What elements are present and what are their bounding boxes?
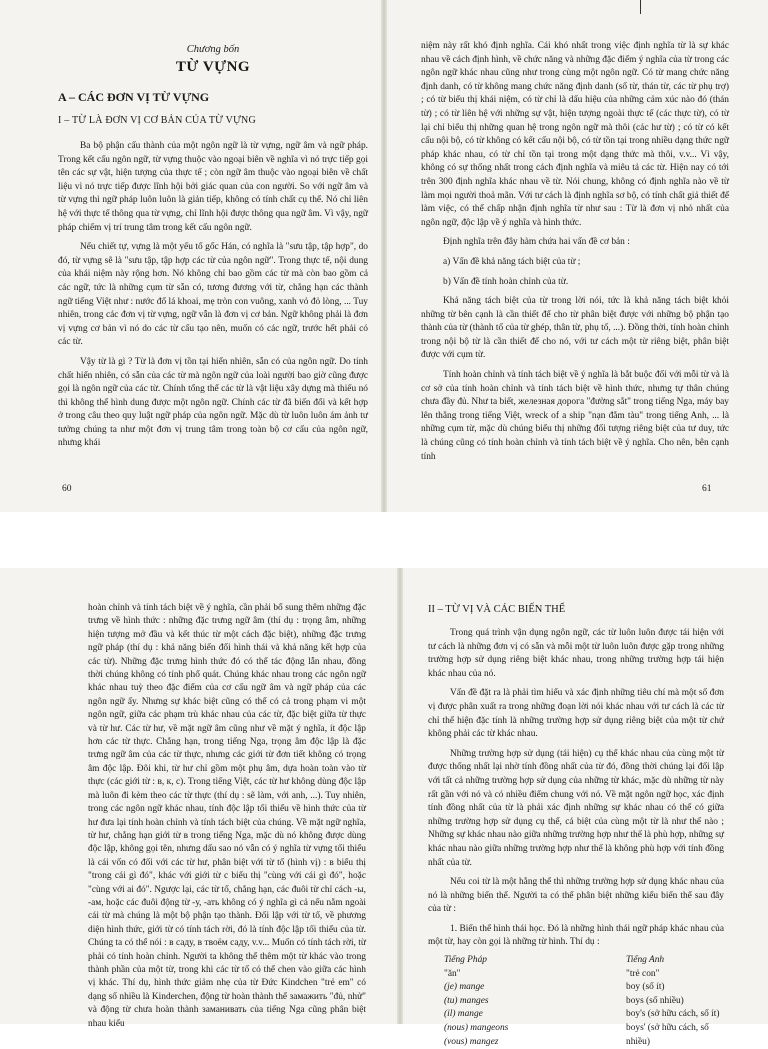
paragraph: niệm này rất khó định nghĩa. Cái khó nhất trong việc định nghĩa từ là sự khác nhau về cách định hình, về chức năng và những đặc điểm ý nghĩa của từ trong các ngôn ngữ khác nhau cũng như trong cùng một ngôn ngữ. Có từ mang chức năng định danh, có từ không mang chức năng định danh (số từ, thán từ, các từ phụ trợ) ; có từ biểu thị khái niệm, có từ chỉ là dấu hiệu của những cảm xúc nào đó (thán từ) ; có từ liên hệ với những sự vật, hiện tượng ngoài thực tế (các thực từ), có từ lại chỉ biểu thị những quan hệ trong ngôn ngữ mà thôi (các hư từ) ; có từ có kết cấu nội bộ, có từ không có kết cấu nội bộ, có từ tồn tại trong nhiều dạng thức ngữ pháp khác nhau, có từ chỉ tồn tại trong một dạng thức mà thôi, v.v... Vì vậy, không có sự thống nhất trong cách định nghĩa và miêu tả các từ. Hiện nay có tới trên 300 định nghĩa khác nhau về từ. Nói chung, không có định nghĩa nào về từ làm mọi người thoả mãn. Với tư cách là định nghĩa sơ bộ, có tính chất giả thiết để làm việc, có thể chấp nhận định nghĩa từ như sau : Từ là đơn vị nhỏ nhất của ngôn ngữ, độc lập về ý nghĩa và hình thức. xyxy=(421,41,729,228)
page-number: 61 xyxy=(702,484,712,494)
paragraph: Những trường hợp sử dụng (tái hiện) cụ thể khác nhau của cùng một từ được thống nhất lại nhờ tính đồng nhất của từ đó, đồng thời chúng lại đối lập với tất cả những trường hợp sử dụng của những từ khác, mặc dù những từ này rất gần với nó và có nhiều điểm chung với nó. Về mặt ngôn ngữ học, xác định tính đồng nhất của từ là phải xác định những sự khác nhau có thể có giữa những trường hợp sử dụng cụ thể, cá biệt của cùng một từ là như thế nào ; Những sự khác nhau nào giữa những trường hợp như thế là phù hợp, những sự khác nhau nào giữa những trường hợp như thế là không phù hợp với tính đồng nhất của từ. xyxy=(428,748,724,868)
table-cell: (nous) mangeons xyxy=(444,1023,509,1034)
section-heading-a: A – CÁC ĐƠN VỊ TỪ VỰNG xyxy=(58,90,210,104)
table-cell: (tu) manges xyxy=(444,995,489,1006)
book-gutter xyxy=(381,0,387,512)
paragraph: hoàn chỉnh và tính tách biệt về ý nghĩa, cần phải bổ sung thêm những đặc trưng về hình thức : những đặc trưng ngữ âm (thí dụ : trọng âm, những hiện tượng mở đầu và kết thúc từ một cách đặc biệt), những đặc trưng ngữ pháp (thí dụ : khả năng biến đổi hình thái và khả năng kết hợp của các từ). Những đặc trưng hình thức đó có thể tác động lẫn nhau, đồng thời chúng không có tính phổ quát. Chúng khác nhau trong các ngôn ngữ khác nhau tuỳ theo đặc điểm của cơ cấu ngữ âm và ngữ pháp của các ngôn ngữ ấy. Nhưng sự khác biệt cũng có thể có cả trong phạm vi một ngôn ngữ, giữa các phạm trù khác nhau của các từ, đặc biệt giữa từ thực và từ hư. Các từ hư, về mặt ngữ âm cũng như về mặt ý nghĩa, ít độc lập hơn các từ thực. Chẳng hạn, trong tiếng Nga, trọng âm độc lập là đặc trưng ngữ âm của các từ thực, nhưng các giới từ đơn tiết không có trọng âm độc lập. Đôi khi, từ hư chỉ gồm một phụ âm, dựa hoàn toàn vào từ thực (các giới từ : в, к, с). Trong tiếng Việt, các từ hư không dùng độc lập mà luôn đi kèm theo các từ thực (thí dụ : sẽ làm, với anh, ...). Tuy nhiên, trong các ngôn ngữ khác nhau, tính độc lập tối thiểu về hình thức của từ hư đưa lại tính hoàn chỉnh và tính tách biệt của chúng. Về mặt ngữ nghĩa, từ hư, chẳng hạn giới từ в trong tiếng Nga, mặc dù nó không được dùng độc lập, không gọi tên, nhưng dấu sao nó vẫn có ý nghĩa từ vựng tối thiểu là cái vốn có đối với các từ hư, phân biệt với từ tố (hình vị) : в biểu thị "trong cái gì đó", khác với giới từ с biểu thị "cùng với cái gì đó", hoặc "cùng với ai đó". Ngược lại, các từ tố, chẳng hạn, các đuôi từ chỉ cách -ы, -ам, hoặc các đuôi động từ -у, -ать không có ý nghĩa gì cả nếu nằm ngoài cái từ mà chúng là một bộ phận tạo thành. Đối lập với từ tố, về phương diện hình thức, giới từ có tính tách rời, đó là tính độc lập tối thiểu của từ. Chúng ta có thể nói : в саду, в твоём саду, v.v... Muốn có tính tách rời, từ phải có tính hoàn chỉnh. Người ta không thể thêm một từ khác vào trong thành phần của một từ, trong khi các từ tố có thể chen vào giữa các hình vị khác. Thí dụ, hình thức giảm nhẹ của từ Đức Kindchen "trẻ em" có dạng số nhiều là Kinderchen, động từ hoàn thành thể замажить "đủ, nhử" và động từ chưa hoàn thành заманивать của tiếng Nga cũng phân biệt nhau kiểu xyxy=(88,603,366,1029)
table-column-english xyxy=(576,954,724,1049)
table-cell: (vous) mangez xyxy=(444,1036,499,1047)
paragraph: Nếu chiết tự, vựng là một yếu tố gốc Hán, có nghĩa là "sưu tập, tập hợp", do đó, từ vựng sẽ là "sưu tập, tập hợp các từ của ngôn ngữ". Trong thực tế, nội dung của khái niệm này rộng hơn. Nó không chỉ bao gồm các từ mà còn bao gồm cả các ngữ, tức là những cụm từ sẵn có, tương đương với từ, chẳng hạn các thành ngữ tiếng Việt như : nước đổ lá khoai, mẹ tròn con vuông, xanh vỏ đỏ lòng, ... Tuy nhiên, trong các đơn vị từ vựng, ngữ vẫn là đơn vị cơ bản. Ngữ không phải là đơn vị vựng cơ bản vì nó do các từ cấu tạo nên, muốn có các ngữ, trước hết phải có các từ. xyxy=(58,242,368,348)
table-column-french xyxy=(428,954,576,1049)
section-heading-ii: II – TỪ VỊ VÀ CÁC BIẾN THỂ xyxy=(428,604,566,615)
example-table xyxy=(428,954,724,1049)
table-header: Tiếng Anh xyxy=(626,955,665,966)
book-spread-pages-62-63 xyxy=(0,568,768,1047)
book-gutter xyxy=(397,568,403,1024)
list-item: b) Vấn đề tính hoàn chỉnh của từ. xyxy=(443,276,569,287)
chapter-label: Chương bốn xyxy=(186,44,240,55)
section-heading-i: I – TỪ LÀ ĐƠN VỊ CƠ BẢN CỦA TỪ VỰNG xyxy=(58,115,256,126)
page-60 xyxy=(58,0,368,512)
paragraph: Nếu coi từ là một hằng thể thì những trường hợp sử dụng khác nhau của nó là những biến thể. Người ta có thể phân biệt những kiểu biến thể sau đây của từ : xyxy=(428,877,724,915)
book-spread-pages-60-61 xyxy=(0,0,768,512)
page-number: 60 xyxy=(62,484,72,494)
table-cell: (je) mange xyxy=(444,982,485,993)
paragraph: Trong quá trình vận dụng ngôn ngữ, các từ luôn luôn được tái hiện với tư cách là những đơn vị có sẵn và mỗi một từ luôn luôn được gặp trong những trường hợp sử dụng riêng biệt khác nhau, trong những trường hợp tái hiện khác nhau của nó. xyxy=(428,628,724,679)
table-cell: boy (số ít) xyxy=(626,982,665,993)
table-cell: boys (số nhiều) xyxy=(626,995,684,1006)
page-61 xyxy=(421,0,729,512)
table-cell: "ăn" xyxy=(444,968,461,979)
chapter-title: TỪ VỰNG xyxy=(175,59,251,75)
table-cell: (il) mange xyxy=(444,1009,483,1020)
table-cell: boys' (sở hữu cách, số nhiều) xyxy=(626,1023,709,1047)
page-62 xyxy=(88,568,366,1029)
paragraph: Vấn đề đặt ra là phải tìm hiểu và xác định những tiêu chí mà một số đơn vị được phân xuất ra trong những đoạn lời nói khác nhau với tư cách là các từ chỉ thể hiện đặc tính là những trường hợp sử dụng riêng biệt của một từ chứ không phải các từ khác nhau. xyxy=(428,688,724,740)
spread-separator xyxy=(0,512,768,568)
paragraph: Ba bộ phận cấu thành của một ngôn ngữ là từ vựng, ngữ âm và ngữ pháp. Trong kết cấu ngôn ngữ, từ vựng thuộc vào ngoại biên về nghĩa vì nó trực tiếp gọi tên các sự vật, hiện tượng của thực tế ; còn ngữ âm thuộc vào ngoại biên về chất liệu vì nó trực tiếp được lĩnh hội bởi giác quan của con người. So với ngữ âm và từ vựng thì ngữ pháp luôn luôn là giản tiếp, không có tính chất cụ thể. Nó chỉ liên hệ với thực tế thông qua từ vựng, chỉ lĩnh hội được thông qua ngữ âm. Vì vậy, ngữ pháp chiếm vị trí trung tâm trong kết cấu ngôn ngữ. xyxy=(58,141,368,233)
paragraph: Vậy từ là gì ? Từ là đơn vị tồn tại hiển nhiên, sẵn có của ngôn ngữ. Do tính chất hiển nhiên, có sẵn của các từ mà ngôn ngữ của loài người bao giờ cũng được gọi là ngôn ngữ của các từ. Chính tổng thể các từ là vật liệu xây dựng mà thiếu nó thì không thể hình dung được một ngôn ngữ. Chính các từ đã biến đổi và kết hợp ở trong câu theo quy luật ngữ pháp của ngôn ngữ. Mặc dù từ luôn luôn ám ảnh tư tưởng chúng ta như một đơn vị trung tâm trong toàn bộ cơ cấu của ngôn ngữ, nhưng khái xyxy=(58,356,368,449)
paragraph: Tính hoàn chỉnh và tính tách biệt về ý nghĩa là bắt buộc đối với mỗi từ và là cơ sở của tính hoàn chỉnh và tính tách biệt về hình thức, nhưng tự thân chúng chưa đầy đủ. Như ta biết, железная дорога "đường sắt" trong tiếng Nga, máy bay lên thẳng trong tiếng Việt, wreck of a ship "nạn đắm tàu" trong tiếng Anh, ... là những cụm từ, mặc dù chúng biểu thị những đối tượng riêng biệt của tư duy, tức là chúng cũng có tính hoàn chỉnh và tính tách biệt về ý nghĩa. Cho nên, bên cạnh tính xyxy=(421,370,729,462)
table-header: Tiếng Pháp xyxy=(444,955,487,966)
paragraph: Khả năng tách biệt của từ trong lời nói, tức là khả năng tách biệt khỏi những từ bên cạnh là cần thiết để cho từ phân biệt được với những bộ phận tạo thành của từ (thành tố của từ ghép, thân từ, phụ tố, ...). Đồng thời, tính hoàn chỉnh trong nội bộ từ là cần thiết để cho nó, với tư cách một từ riêng biệt, phân biệt được với cụm từ. xyxy=(421,296,729,361)
list-item: a) Vấn đề khả năng tách biệt của từ ; xyxy=(443,256,581,267)
table-cell: boy's (sở hữu cách, số ít) xyxy=(626,1009,720,1020)
table-cell: "trẻ con" xyxy=(626,968,660,979)
paragraph: Định nghĩa trên đây hàm chứa hai vấn đề cơ bản : xyxy=(443,237,630,248)
page-63 xyxy=(428,568,724,1047)
paragraph: 1. Biến thể hình thái học. Đó là những hình thái ngữ pháp khác nhau của một từ, hay còn gọi là những từ hình. Thí dụ : xyxy=(428,923,724,948)
